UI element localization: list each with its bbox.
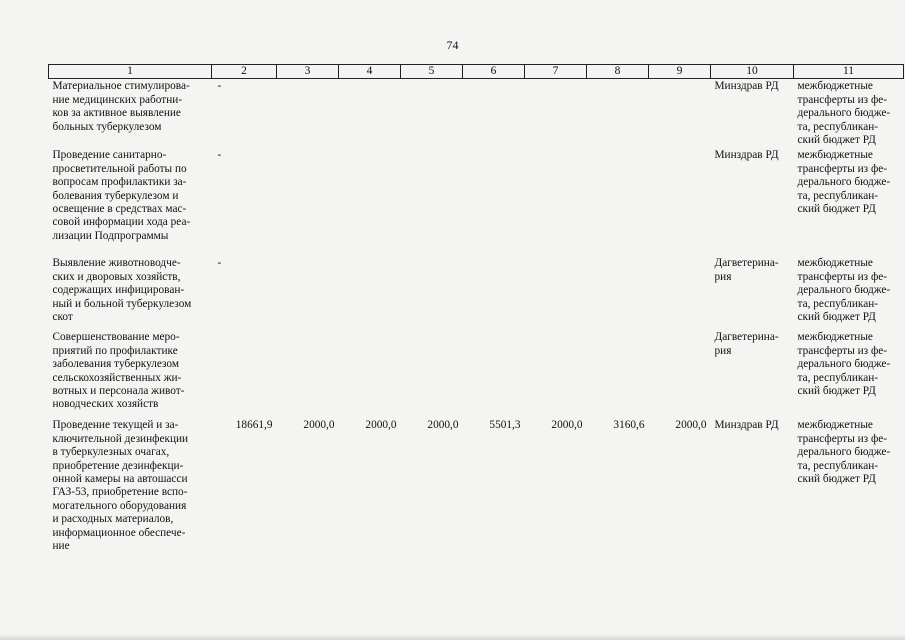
value-cell [277,79,339,149]
value-cell: 2000,0 [675,419,707,432]
col-header: 5 [401,65,463,79]
col-header: 2 [212,65,277,79]
table-row [49,79,904,149]
col-header: 1 [49,65,212,79]
value-cell [339,256,401,330]
value-cell: 2000,0 [427,419,459,432]
executor-cell: Минздрав РД [714,80,779,93]
col-header: 9 [649,65,711,79]
value-cell [525,256,587,330]
col-header: 10 [711,65,794,79]
value-cell [587,148,649,256]
value-cell: 18661,9 [235,419,273,432]
table-row [49,330,904,418]
value-cell: - [217,80,222,93]
value-cell [463,256,525,330]
value-cell [339,79,401,149]
value-cell [277,148,339,256]
table-row [49,148,904,256]
col-header: 11 [794,65,904,79]
value-cell [463,79,525,149]
value-cell [339,148,401,256]
executor-cell: Дагветерина- рия [714,257,779,283]
col-header: 4 [339,65,401,79]
value-cell: 5501,3 [489,419,521,432]
value-cell [649,148,711,256]
value-cell [525,148,587,256]
value-cell [212,330,277,418]
measure-name: Совершенствование меро- приятий по профилактике заболевания туберкулезом сельскохозяйственных жи- вотных и персонала живот- новодческих хозяйств [52,331,185,411]
measure-name: Проведение текущей и за- ключительной дезинфекции в туберкулезных очагах, приобретение дезинфекци- онной камеры на автошасси ГАЗ-53, приобретение вспо- могательного оборудования и расходных материалов, информационное обеспече- ние [52,419,189,553]
executor-cell: Дагветерина- рия [714,331,779,357]
value-cell: 2000,0 [303,419,335,432]
col-header: 8 [587,65,649,79]
value-cell: 2000,0 [551,419,583,432]
col-header: 3 [277,65,339,79]
measure-name: Материальное стимулирова- ние медицинских работни- ков за активное выявление больных туберкулезом [52,80,190,133]
value-cell [649,256,711,330]
value-cell: - [217,149,222,162]
scan-edge-shadow [0,634,905,640]
value-cell [277,330,339,418]
funding-source-cell: межбюджетные трансферты из фе- дерального бюдже- та, республикан- ский бюджет РД [797,80,891,147]
value-cell: 3160,6 [613,419,645,432]
funding-source-cell: межбюджетные трансферты из фе- дерального бюдже- та, республикан- ский бюджет РД [797,149,891,216]
table-row [49,256,904,330]
page-number: 74 [446,38,459,52]
funding-source-cell: межбюджетные трансферты из фе- дерального бюдже- та, республикан- ский бюджет РД [797,331,891,398]
col-header: 7 [525,65,587,79]
value-cell: - [217,257,222,270]
value-cell: 2000,0 [365,419,397,432]
value-cell [587,79,649,149]
executor-cell: Минздрав РД [714,149,779,162]
header-row [49,65,904,79]
value-cell [649,79,711,149]
program-table [48,64,904,560]
col-header: 6 [463,65,525,79]
value-cell [525,330,587,418]
value-cell [401,256,463,330]
value-cell [463,148,525,256]
value-cell [525,79,587,149]
value-cell [277,256,339,330]
value-cell [401,79,463,149]
funding-source-cell: межбюджетные трансферты из фе- дерального бюдже- та, республикан- ский бюджет РД [797,419,891,486]
funding-source-cell: межбюджетные трансферты из фе- дерального бюдже- та, республикан- ский бюджет РД [797,257,891,324]
measure-name: Выявление животноводче- ских и дворовых хозяйств, содержащих инфицирован- ный и больной туберкулезом скот [52,257,192,324]
measure-name: Проведение санитарно- просветительной работы по вопросам профилактики за- болевания туберкулезом и освещение в средствах мас- совой информации хода реа- лизации Подпрограммы [52,149,191,242]
value-cell [401,148,463,256]
value-cell [649,330,711,418]
executor-cell: Минздрав РД [714,419,779,432]
value-cell [587,256,649,330]
value-cell [463,330,525,418]
table-row [49,418,904,560]
value-cell [339,330,401,418]
value-cell [401,330,463,418]
value-cell [587,330,649,418]
